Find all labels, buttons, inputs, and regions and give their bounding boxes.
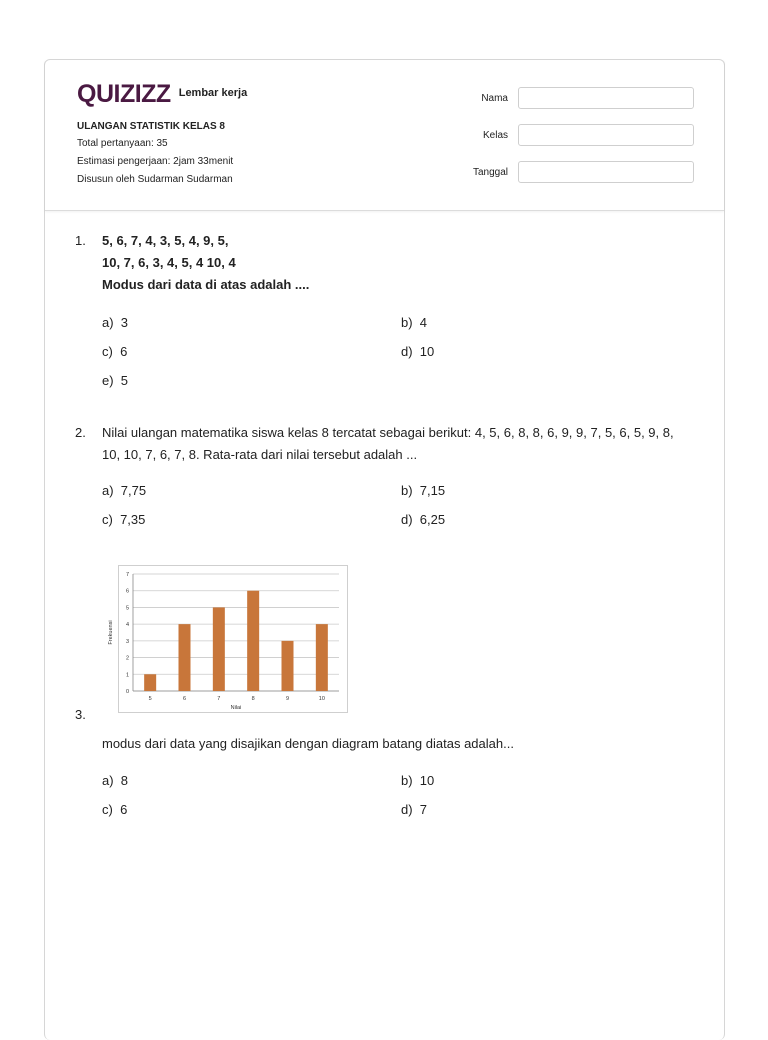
- y-tick-label: 3: [125, 638, 129, 645]
- y-tick-label: 0: [125, 689, 129, 695]
- class-field-row: [448, 124, 694, 146]
- bar: [213, 607, 225, 691]
- worksheet-label: Lembar kerja: [178, 86, 248, 99]
- option-letter: a): [102, 773, 114, 788]
- question-3-number: 3.: [75, 707, 86, 722]
- y-tick-label: 5: [125, 605, 129, 612]
- total-questions: Total pertanyaan: 35: [77, 138, 168, 149]
- option-letter: e): [102, 373, 114, 388]
- option-text: 6,25: [419, 512, 446, 527]
- name-field-row: [448, 87, 694, 109]
- brand: [77, 80, 247, 109]
- option-letter: b): [401, 483, 413, 498]
- option-text: 7: [419, 802, 428, 817]
- option-text: 8: [120, 773, 129, 788]
- option-text: 6: [120, 802, 128, 817]
- question-3-text: [102, 733, 514, 755]
- class-label: Kelas: [482, 129, 508, 141]
- quizizz-logo: QUIZIZZ: [77, 80, 171, 108]
- option-text: 7,15: [419, 483, 446, 498]
- question-2-option-d: [401, 512, 445, 527]
- x-axis-label: Nilai: [230, 705, 242, 711]
- question-1-option-b: [401, 315, 427, 330]
- bar: [316, 624, 328, 691]
- y-tick-label: 4: [125, 622, 129, 629]
- question-1-option-a: [102, 315, 128, 330]
- question-1-line-1: 5, 6, 7, 4, 3, 5, 4, 9, 5,: [102, 233, 229, 248]
- worksheet-page: [44, 59, 725, 1040]
- author: Disusun oleh Sudarman Sudarman: [77, 174, 233, 185]
- y-tick-label: 6: [125, 588, 129, 595]
- name-label: Nama: [481, 92, 508, 104]
- bar: [144, 674, 156, 691]
- date-field-row: [448, 161, 694, 183]
- question-1-text: [102, 230, 309, 296]
- question-2-line-2: 10, 10, 7, 6, 7, 8. Rata-rata dari nilai tersebut adalah ...: [102, 447, 418, 462]
- option-text: 5: [120, 373, 129, 388]
- option-letter: b): [401, 773, 413, 788]
- name-field[interactable]: [518, 87, 694, 109]
- date-label: Tanggal: [472, 166, 508, 178]
- question-2-text: [102, 422, 674, 466]
- option-text: 7,75: [120, 483, 147, 498]
- question-3-option-c: [102, 802, 127, 817]
- question-3-option-b: [401, 773, 434, 788]
- x-tick-label: 9: [285, 696, 290, 702]
- option-text: 4: [419, 315, 428, 330]
- frequency-bar-chart: [108, 565, 348, 713]
- question-1-option-c: [102, 344, 127, 359]
- option-letter: c): [102, 344, 113, 359]
- bar: [179, 624, 191, 691]
- question-3-option-a: [102, 773, 128, 788]
- date-field[interactable]: [518, 161, 694, 183]
- question-2-option-c: [102, 512, 145, 527]
- x-tick-label: 5: [148, 696, 152, 702]
- bar: [247, 591, 259, 691]
- question-3-line-1: modus dari data yang disajikan dengan diagram batang diatas adalah...: [102, 736, 514, 751]
- y-tick-label: 7: [125, 572, 129, 578]
- question-2-number: 2.: [75, 425, 86, 440]
- option-text: 10: [419, 344, 435, 359]
- option-text: 10: [419, 773, 435, 788]
- x-tick-label: 7: [217, 696, 221, 702]
- x-tick-label: 8: [251, 696, 255, 702]
- option-letter: a): [102, 315, 114, 330]
- option-letter: c): [102, 802, 113, 817]
- worksheet-header: [45, 60, 724, 211]
- question-1-number: 1.: [75, 233, 86, 248]
- y-tick-label: 2: [125, 655, 129, 662]
- question-2-line-1: Nilai ulangan matematika siswa kelas 8 tercatat sebagai berikut: 4, 5, 6, 8, 8, 6, 9, 9, 7, 5, 6, 5, 9, 8,: [102, 425, 674, 440]
- question-2-option-b: [401, 483, 445, 498]
- x-tick-label: 10: [318, 696, 325, 702]
- question-2-option-a: [102, 483, 146, 498]
- option-letter: d): [401, 344, 413, 359]
- option-text: 7,35: [120, 512, 146, 527]
- quiz-title: ULANGAN STATISTIK KELAS 8: [77, 121, 225, 132]
- question-1-option-e: [102, 373, 128, 388]
- estimate: Estimasi pengerjaan: 2jam 33menit: [77, 156, 234, 167]
- option-text: 3: [120, 315, 129, 330]
- y-tick-label: 1: [125, 672, 129, 679]
- question-1-line-3: Modus dari data di atas adalah ....: [102, 277, 310, 292]
- option-letter: d): [401, 512, 413, 527]
- class-field[interactable]: [518, 124, 694, 146]
- bar: [282, 641, 294, 691]
- option-letter: b): [401, 315, 413, 330]
- option-letter: a): [102, 483, 114, 498]
- option-text: 6: [120, 344, 128, 359]
- option-letter: c): [102, 512, 113, 527]
- question-3-option-d: [401, 802, 427, 817]
- question-1-option-d: [401, 344, 434, 359]
- x-tick-label: 6: [182, 696, 187, 702]
- chart-svg: [108, 566, 347, 712]
- option-letter: d): [401, 802, 413, 817]
- question-1-line-2: 10, 7, 6, 3, 4, 5, 4 10, 4: [102, 255, 236, 270]
- y-axis-label: Frekuensi: [108, 620, 114, 645]
